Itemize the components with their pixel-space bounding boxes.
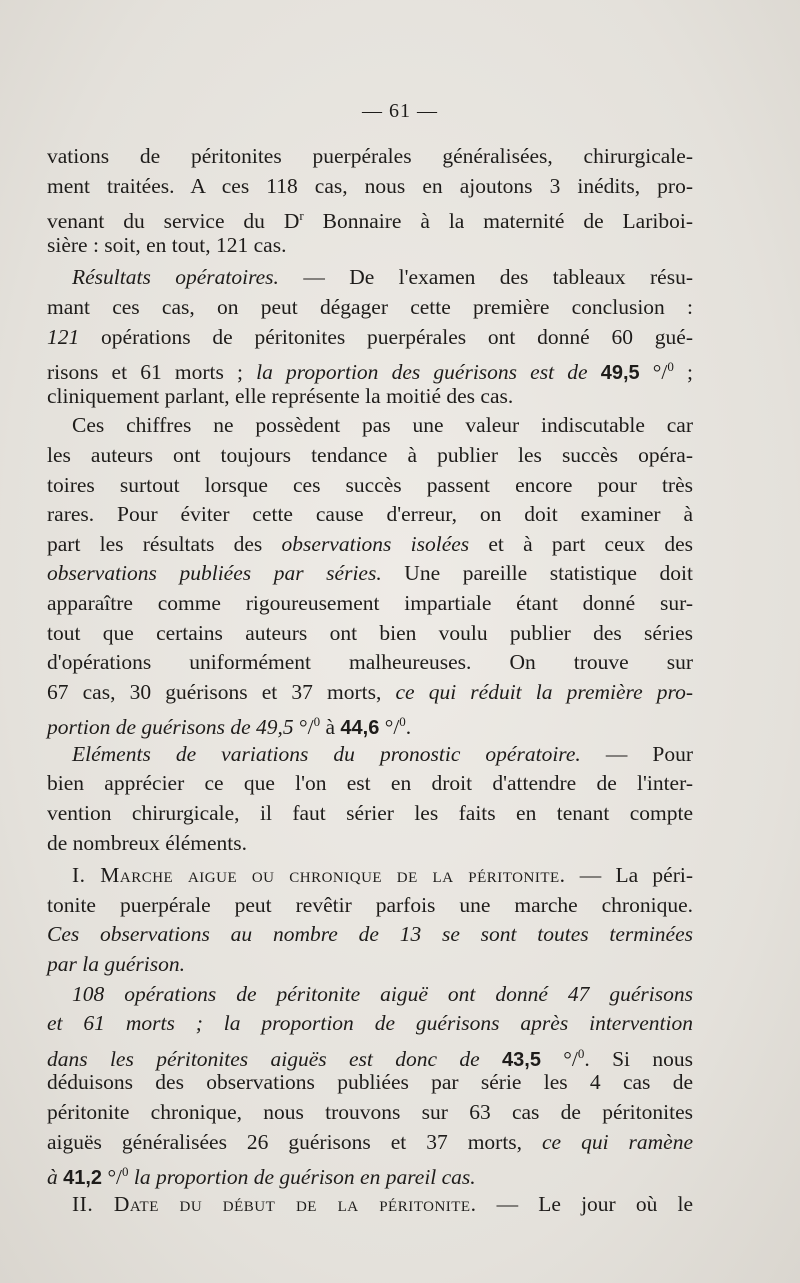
text-line [47,950,693,980]
text-segment: 67 cas, 30 guérisons et 37 morts, [47,679,382,704]
text-line [47,1098,693,1128]
text-line [47,707,693,740]
text-line [47,678,693,708]
italic-emphasis: à [47,1165,58,1190]
text-line [47,172,693,202]
superscript: 0 [313,714,321,730]
paragraph-start [47,1190,693,1220]
section-heading: Eléments de variations du pronostic opératoire. [72,741,581,766]
bold-percentage: 43,5 [502,1048,541,1071]
italic-emphasis: portion de guérisons de 49,5 [47,715,294,740]
text-line [47,769,693,799]
text-segment: toires surtout lorsque ces succès passent encore pour très [47,472,693,497]
text-segment: bien apprécier ce que l'on est en droit d'attendre de l'inter- [47,771,693,796]
text-line [47,1039,693,1069]
section-heading: II. Date du début de la péritonite. [72,1191,477,1216]
text-segment: de nombreux éléments. [47,830,248,855]
text-segment: apparaître comme rigoureusement impartiale étant donné sur- [47,590,693,615]
text-line [47,1009,693,1039]
text-line [47,530,693,560]
percent-sign: °/ [102,1165,123,1190]
bold-percentage: 44,6 [340,717,380,740]
text-segment: Bonnaire à la maternité de Lariboi- [303,209,693,234]
section-heading: Résultats opératoires. [72,265,279,290]
section-heading: I. Marche aigue ou chronique de la péritonite. [72,863,566,888]
text-segment: déduisons des observations publiées par série les 4 cas de [47,1070,693,1095]
text-line [47,589,693,619]
superscript: 0 [577,1045,585,1061]
body-text [47,142,693,1219]
text-line [47,559,693,589]
bold-percentage: 41,2 [63,1167,103,1190]
text-line [47,382,693,412]
percent-sign: °/ [379,715,400,740]
text-segment: risons et 61 morts ; [47,360,243,385]
text-segment: vations de péritonites puerpérales généralisées, chirurgicale- [47,144,693,168]
text-segment: ment traitées. A ces 118 cas, nous en ajoutons 3 inédits, pro- [47,173,693,198]
percent-sign: °/ [639,360,668,385]
percent-sign: °/ [540,1046,578,1071]
paragraph-start [47,740,693,770]
text-line [47,619,693,649]
italic-emphasis: dans les péritonites aiguës est donc de [47,1046,480,1071]
text-line [47,1128,693,1158]
text-line [47,441,693,471]
italic-emphasis: et 61 morts ; la proportion de guérisons après intervention [47,1011,693,1036]
italic-emphasis: observations isolées [281,531,470,556]
text-segment: aiguës généralisées 26 guérisons et 37 morts, [47,1129,523,1154]
text-segment: part les résultats des [47,531,263,556]
text-line [47,920,693,950]
superscript: 0 [667,359,674,375]
text-segment: ; [673,360,694,385]
italic-emphasis: observations publiées par séries. [47,561,382,586]
percent-sign: °/ [293,715,314,740]
text-line [47,648,693,678]
text-segment: tonite puerpérale peut revêtir parfois une marche chronique. [47,892,693,917]
italic-emphasis: par la guérison. [47,952,185,977]
text-segment: Une pareille statistique doit [381,561,693,586]
bold-percentage: 49,5 [600,362,640,385]
text-line [47,142,693,172]
text-segment: Ces chiffres ne possèdent pas une valeur indiscutable car [72,413,693,438]
text-segment: opérations de péritonites puerpérales ont donné 60 gué- [79,324,693,349]
paragraph-start [47,411,693,441]
text-line [47,231,693,261]
italic-emphasis: 108 opérations de péritonite aiguë ont donné 47 guérisons [72,981,693,1006]
text-segment: — Le jour où le [476,1191,693,1216]
page-number: — 61 — [362,100,438,122]
superscript: 0 [399,714,406,730]
italic-emphasis: Ces observations au nombre de 13 se sont toutes terminées [47,922,693,947]
text-segment: cliniquement parlant, elle représente la moitié des cas. [47,383,514,408]
text-segment: . [405,715,412,740]
text-segment: . Si nous [584,1046,693,1071]
text-line [47,352,694,385]
paragraph-start [47,263,693,293]
italic-emphasis: la proportion de guérison en pareil cas. [128,1165,476,1190]
text-segment: vention chirurgicale, il faut sérier les faits en tenant compte [47,801,693,826]
italic-emphasis: ce qui ramène [522,1129,693,1154]
italic-emphasis: la proportion des guérisons est de [256,360,588,385]
text-line [47,1157,693,1190]
text-segment: les auteurs ont toujours tendance à publier les succès opéra- [47,442,693,467]
text-segment: mant ces cas, on peut dégager cette première conclusion : [47,294,693,319]
text-segment: péritonite chronique, nous trouvons sur 63 cas de péritonites [47,1100,693,1124]
superscript: r [299,208,304,224]
superscript: 0 [122,1164,129,1180]
text-segment: et à part ceux des [469,531,694,556]
text-line [47,500,693,530]
text-line [47,293,693,323]
text-segment: — La péri- [565,863,693,888]
text-line [47,799,693,829]
text-segment: d'opérations uniformément malheureuses. On trouve sur [47,650,693,675]
text-line [47,471,693,501]
text-segment: rares. Pour éviter cette cause d'erreur, on doit examiner à [47,502,693,527]
paragraph-start [47,980,693,1010]
italic-number: 121 [47,324,80,349]
text-segment: venant du service du D [47,209,300,234]
text-segment: à [320,715,341,740]
italic-emphasis: ce qui réduit la première pro- [381,679,693,704]
text-line [47,891,693,921]
text-segment: sière : soit, en tout, 121 cas. [47,232,287,257]
text-line [47,201,693,234]
text-segment: — Pour [580,741,693,766]
paragraph-start [47,861,693,891]
text-segment: — De l'examen des tableaux résu- [278,265,693,290]
text-line [47,829,693,859]
text-line [47,1068,693,1098]
text-line [47,323,693,353]
text-segment: tout que certains auteurs ont bien voulu publier des séries [47,620,693,645]
